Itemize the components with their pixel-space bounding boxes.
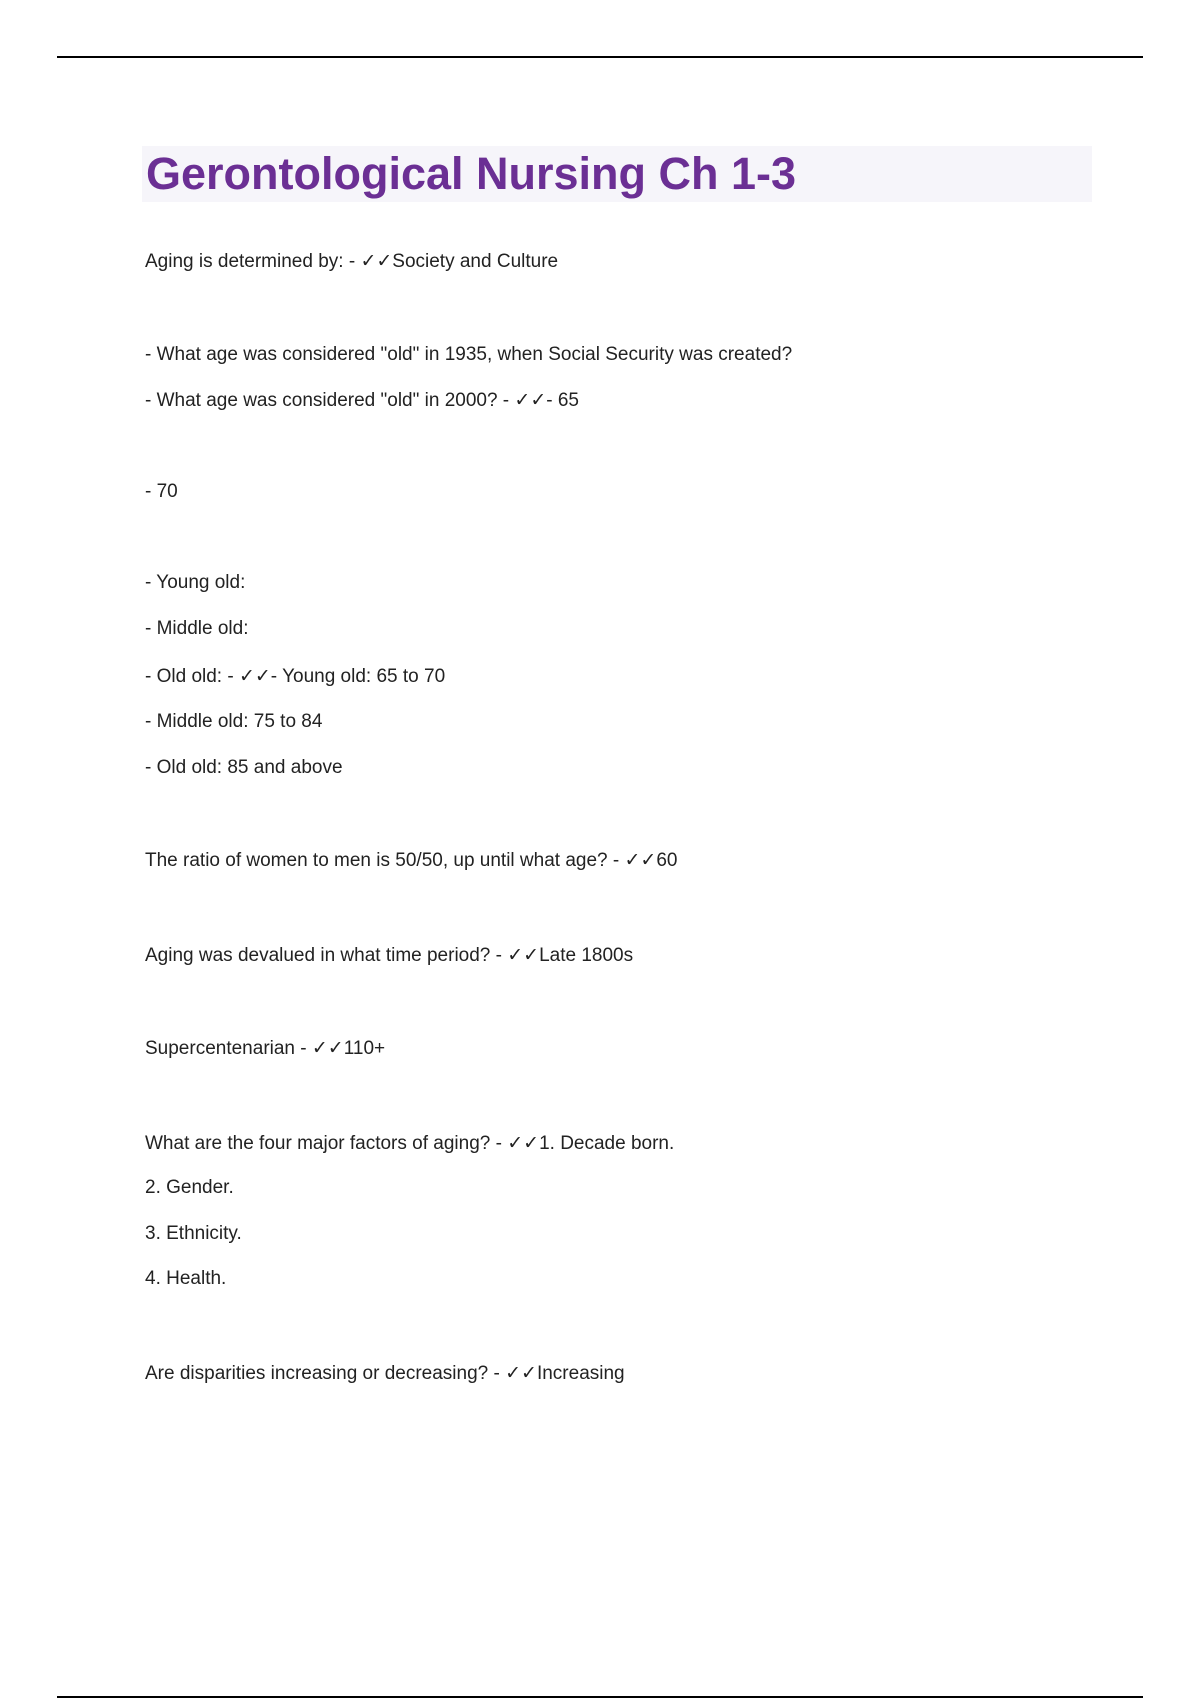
qa-line: 3. Ethnicity. [145,1223,242,1244]
qa-line: Are disparities increasing or decreasing? - ✓✓Increasing [145,1363,625,1384]
qa-line: - What age was considered "old" in 2000? - ✓✓- 65 [145,390,579,411]
header-rule [57,56,1143,58]
qa-line: - Old old: - ✓✓- Young old: 65 to 70 [145,666,446,687]
qa-line: - Old old: 85 and above [145,757,343,778]
qa-line: - Middle old: 75 to 84 [145,711,323,732]
qa-line: Aging was devalued in what time period? - ✓✓Late 1800s [145,945,634,966]
qa-line: Supercentenarian - ✓✓110+ [145,1038,386,1059]
qa-line: 2. Gender. [145,1177,234,1198]
footer-rule [57,1696,1143,1698]
qa-line: - 70 [145,481,178,502]
qa-line: Aging is determined by: - ✓✓Society and Culture [145,251,559,272]
qa-line: What are the four major factors of aging? - ✓✓1. Decade born. [145,1133,675,1154]
qa-line: - Young old: [145,572,246,593]
qa-line: - What age was considered "old" in 1935, when Social Security was created? [145,344,793,365]
qa-line: The ratio of women to men is 50/50, up until what age? - ✓✓60 [145,850,678,871]
page-title: Gerontological Nursing Ch 1-3 [146,148,797,199]
qa-line: 4. Health. [145,1268,227,1289]
qa-line: - Middle old: [145,618,249,639]
